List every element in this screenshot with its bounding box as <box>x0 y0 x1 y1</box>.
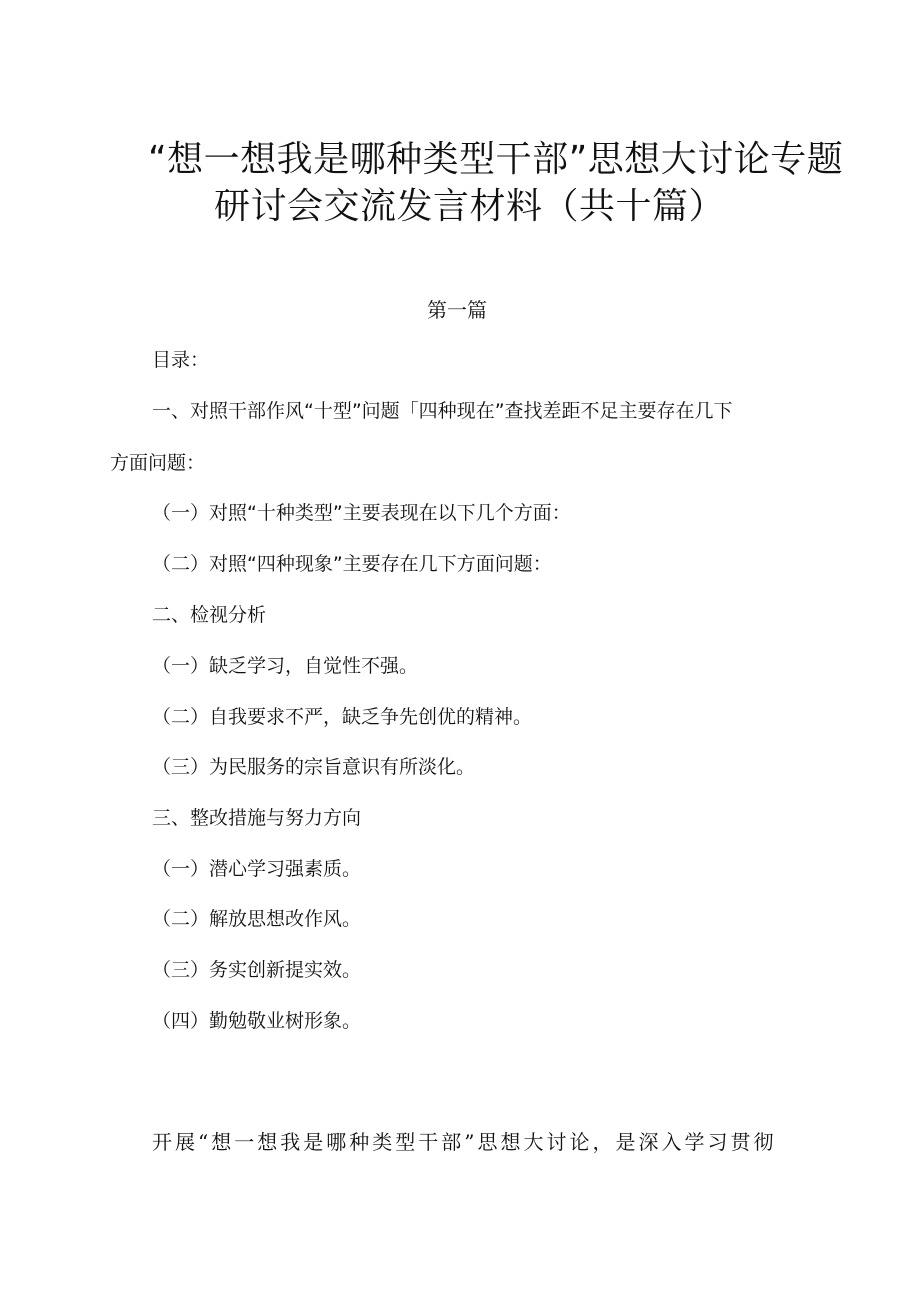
body-paragraph: 开展“想一想我是哪种类型干部”思想大讨论，是深入学习贯彻 <box>152 1130 777 1154</box>
toc-section-1-line-2: 方面问题： <box>110 452 206 474</box>
toc-section-2-sub-3: （三）为民服务的宗旨意识有所淡化。 <box>152 756 476 778</box>
toc-section-2-sub-2: （二）自我要求不严，缺乏争先创优的精神。 <box>152 706 533 728</box>
document-title-line-1: “想一想我是哪种类型干部”思想大讨论专题 <box>148 139 844 180</box>
toc-label: 目录： <box>152 349 210 371</box>
toc-section-3: 三、整改措施与努力方向 <box>152 807 362 829</box>
toc-section-1-sub-2: （二）对照“四种现象”主要存在几下方面问题： <box>152 553 552 575</box>
toc-section-3-sub-1: （一）潜心学习强素质。 <box>152 858 362 880</box>
toc-section-1-line-1: 一、对照干部作风“十型”问题「四种现在”查找差距不足主要存在几下 <box>152 400 733 422</box>
document-title-line-2: 研讨会交流发言材料（共十篇） <box>214 186 726 227</box>
toc-section-3-sub-2: （二）解放思想改作风。 <box>152 908 362 930</box>
toc-section-2-sub-1: （一）缺乏学习，自觉性不强。 <box>152 655 419 677</box>
chapter-heading: 第一篇 <box>427 298 487 322</box>
toc-section-3-sub-3: （三）务实创新提实效。 <box>152 959 362 981</box>
toc-section-3-sub-4: （四）勤勉敬业树形象。 <box>152 1010 362 1032</box>
toc-section-1-sub-1: （一）对照“十种类型”主要表现在以下几个方面： <box>152 502 571 524</box>
toc-section-2: 二、检视分析 <box>152 604 267 626</box>
